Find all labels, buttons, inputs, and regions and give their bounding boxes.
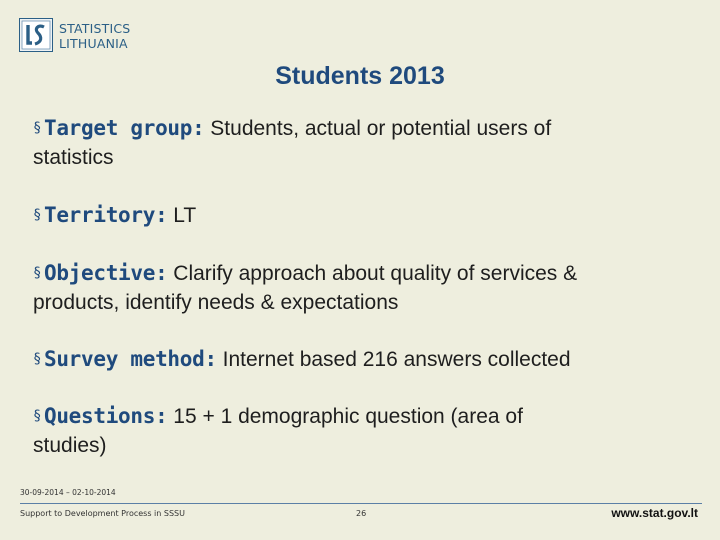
bullet-text: Students, actual or potential users of	[204, 117, 552, 140]
bullet-survey-method	[33, 345, 693, 374]
bullet-marker: §	[33, 408, 42, 424]
footer-page-number: 26	[356, 509, 367, 518]
footer-date: 30-09-2014 – 02-10-2014	[20, 488, 116, 497]
bullet-label: Target group:	[44, 116, 205, 140]
footer-event: Support to Development Process in SSSU	[20, 509, 185, 518]
statistics-lithuania-logo	[19, 18, 137, 56]
footer-website: www.stat.gov.lt	[611, 506, 698, 520]
bullet-text-continued: studies)	[33, 434, 107, 457]
bullet-text: Clarify approach about quality of services &	[167, 262, 578, 285]
bullet-text: 15 + 1 demographic question (area of	[167, 405, 523, 428]
bullet-marker: §	[33, 120, 42, 136]
bullet-label: Territory:	[44, 203, 168, 227]
bullet-text: Internet based 216 answers collected	[216, 348, 571, 371]
logo-line-1: STATISTICS	[59, 21, 131, 36]
bullet-text-continued: products, identify needs & expectations	[33, 291, 399, 314]
bullet-label: Questions:	[44, 404, 168, 428]
bullet-questions	[33, 402, 693, 460]
logo-line-2: LITHUANIA	[59, 36, 128, 51]
bullet-marker: §	[33, 207, 42, 223]
logo-text	[59, 21, 130, 51]
footer-divider	[20, 503, 702, 504]
bullet-target-group	[33, 114, 693, 172]
slide-title: Students 2013	[275, 62, 445, 90]
bullet-objective	[33, 259, 693, 317]
bullet-label: Survey method:	[44, 347, 217, 371]
bullet-marker: §	[33, 265, 42, 281]
bullet-text-continued: statistics	[33, 146, 114, 169]
statistics-lithuania-logo-icon	[19, 18, 53, 52]
bullet-label: Objective:	[44, 261, 168, 285]
bullet-marker: §	[33, 351, 42, 367]
bullet-text: LT	[167, 204, 197, 227]
bullet-territory	[33, 201, 693, 230]
